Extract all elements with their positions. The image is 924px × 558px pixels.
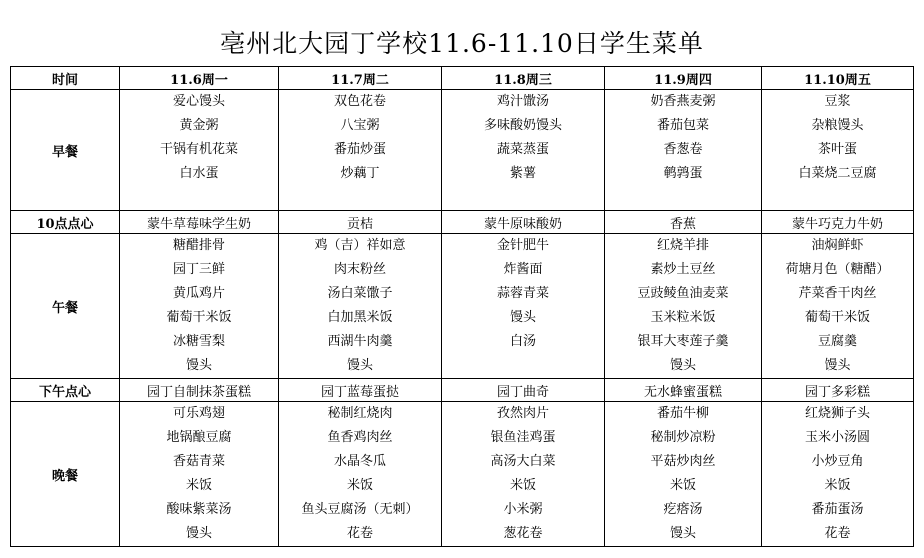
dish-item: 馒头 xyxy=(346,358,373,373)
dish-item: 孜然肉片 xyxy=(496,406,549,421)
dish-item: 高汤大白菜 xyxy=(490,454,556,469)
dish-item: 米饭 xyxy=(509,478,536,493)
dish-item: 豆豉鲮鱼油麦菜 xyxy=(637,286,729,301)
dish-item: 小米粥 xyxy=(503,502,543,517)
dish-item: 糖醋排骨 xyxy=(172,238,225,253)
dish-item: 奶香燕麦粥 xyxy=(650,94,716,109)
menu-cell-fri xyxy=(762,234,914,379)
dish-item: 玉米粒米饭 xyxy=(650,310,716,325)
dish-item: 馒头 xyxy=(669,526,696,541)
menu-cell-fri xyxy=(762,402,914,547)
dish-item: 豆腐羹 xyxy=(817,334,857,349)
header-day-mon: 11.6周一 xyxy=(120,67,279,90)
dish-item: 油焖鲜虾 xyxy=(811,238,864,253)
header-day-fri: 11.10周五 xyxy=(762,67,914,90)
dish-item: 黄瓜鸡片 xyxy=(172,286,225,301)
dish-item: 秘制红烧肉 xyxy=(327,406,393,421)
dish-item: 银耳大枣莲子羹 xyxy=(637,334,729,349)
header-time: 时间 xyxy=(11,67,120,90)
dish-item: 白加黑米饭 xyxy=(327,310,393,325)
dish-item: 双色花卷 xyxy=(333,94,386,109)
menu-cell-fri: 蒙牛巧克力牛奶 xyxy=(762,211,914,234)
dish-item: 茶叶蛋 xyxy=(817,142,857,157)
dish-item: 葡萄干米饭 xyxy=(166,310,232,325)
header-row xyxy=(11,67,914,90)
meal-label: 午餐 xyxy=(11,234,120,379)
menu-cell-wed xyxy=(442,402,605,547)
header-day-wed: 11.8周三 xyxy=(442,67,605,90)
dish-item: 红烧狮子头 xyxy=(804,406,870,421)
dish-item: 白汤 xyxy=(509,334,536,349)
meal-row-dinner xyxy=(11,402,914,547)
dish-item: 葱花卷 xyxy=(503,526,543,541)
dish-item: 鹌鹑蛋 xyxy=(663,166,703,181)
menu-cell-tue xyxy=(279,402,442,547)
menu-cell-wed: 蒙牛原味酸奶 xyxy=(442,211,605,234)
dish-item: 芹菜香干肉丝 xyxy=(798,286,877,301)
dish-item: 炸酱面 xyxy=(503,262,543,277)
dish-item: 鸡汁馓汤 xyxy=(496,94,549,109)
dish-item: 番茄牛柳 xyxy=(656,406,709,421)
dish-item: 秘制炒凉粉 xyxy=(650,430,716,445)
dish-item: 疙瘩汤 xyxy=(663,502,703,517)
menu-cell-fri xyxy=(762,90,914,211)
dish-item: 黄金粥 xyxy=(179,118,219,133)
dish-item: 炒藕丁 xyxy=(340,166,380,181)
dish-item: 干锅有机花菜 xyxy=(159,142,238,157)
dish-item: 多味酸奶馒头 xyxy=(483,118,562,133)
dish-item: 红烧羊排 xyxy=(656,238,709,253)
meal-row-breakfast xyxy=(11,90,914,211)
dish-item: 玉米小汤圆 xyxy=(804,430,870,445)
dish-item: 水晶冬瓜 xyxy=(333,454,386,469)
dish-item: 馒头 xyxy=(185,358,212,373)
dish-item: 地锅酿豆腐 xyxy=(166,430,232,445)
meal-label: 晚餐 xyxy=(11,402,120,547)
menu-cell-mon: 蒙牛草莓味学生奶 xyxy=(120,211,279,234)
dish-item: 米饭 xyxy=(346,478,373,493)
dish-item: 白菜烧二豆腐 xyxy=(798,166,877,181)
dish-item: 香菇青菜 xyxy=(172,454,225,469)
dish-item: 蔬菜蒸蛋 xyxy=(496,142,549,157)
menu-cell-mon xyxy=(120,234,279,379)
meal-label: 早餐 xyxy=(11,90,120,211)
meal-row-morning-snack xyxy=(11,211,914,234)
meal-label: 下午点心 xyxy=(11,379,120,402)
menu-cell-mon xyxy=(120,90,279,211)
menu-cell-mon: 园丁自制抹茶蛋糕 xyxy=(120,379,279,402)
dish-item: 冰糖雪梨 xyxy=(172,334,225,349)
meal-label: 10点点心 xyxy=(11,211,120,234)
dish-item: 紫薯 xyxy=(509,166,536,181)
page-title: 亳州北大园丁学校11.6-11.10日学生菜单 xyxy=(220,29,704,58)
dish-item: 爱心馒头 xyxy=(172,94,225,109)
dish-item: 杂粮馒头 xyxy=(811,118,864,133)
meal-row-lunch xyxy=(11,234,914,379)
dish-item: 馒头 xyxy=(185,526,212,541)
dish-item: 八宝粥 xyxy=(340,118,380,133)
menu-cell-thu xyxy=(605,402,762,547)
dish-item: 银鱼洼鸡蛋 xyxy=(490,430,556,445)
menu-cell-tue xyxy=(279,234,442,379)
dish-item: 鱼香鸡肉丝 xyxy=(327,430,393,445)
dish-item: 米饭 xyxy=(185,478,212,493)
dish-item: 西湖牛肉羹 xyxy=(327,334,393,349)
dish-item: 番茄炒蛋 xyxy=(333,142,386,157)
menu-cell-fri: 园丁多彩糕 xyxy=(762,379,914,402)
dish-item: 花卷 xyxy=(346,526,373,541)
menu-cell-thu xyxy=(605,90,762,211)
dish-item: 可乐鸡翅 xyxy=(172,406,225,421)
dish-item: 鱼头豆腐汤（无刺） xyxy=(301,502,419,517)
menu-cell-wed xyxy=(442,90,605,211)
menu-cell-mon xyxy=(120,402,279,547)
menu-table xyxy=(10,66,914,547)
header-day-thu: 11.9周四 xyxy=(605,67,762,90)
dish-item: 馒头 xyxy=(509,310,536,325)
dish-item: 园丁三鲜 xyxy=(172,262,225,277)
dish-item: 蒜蓉青菜 xyxy=(496,286,549,301)
dish-item: 米饭 xyxy=(824,478,851,493)
menu-cell-thu: 香蕉 xyxy=(605,211,762,234)
dish-item: 素炒土豆丝 xyxy=(650,262,716,277)
dish-item: 馒头 xyxy=(824,358,851,373)
meal-row-afternoon-snack xyxy=(11,379,914,402)
dish-item: 馒头 xyxy=(669,358,696,373)
dish-item: 白水蛋 xyxy=(179,166,219,181)
dish-item: 平菇炒肉丝 xyxy=(650,454,716,469)
dish-item: 汤白菜馓子 xyxy=(327,286,393,301)
menu-cell-thu: 无水蜂蜜蛋糕 xyxy=(605,379,762,402)
dish-item: 葡萄干米饭 xyxy=(804,310,870,325)
dish-item: 米饭 xyxy=(669,478,696,493)
dish-item: 鸡（吉）祥如意 xyxy=(314,238,406,253)
menu-cell-wed: 园丁曲奇 xyxy=(442,379,605,402)
dish-item: 金针肥牛 xyxy=(496,238,549,253)
dish-item: 番茄包菜 xyxy=(656,118,709,133)
menu-cell-tue xyxy=(279,90,442,211)
dish-item: 肉末粉丝 xyxy=(333,262,386,277)
dish-item: 香葱卷 xyxy=(663,142,703,157)
menu-cell-tue: 贡桔 xyxy=(279,211,442,234)
dish-item: 番茄蛋汤 xyxy=(811,502,864,517)
menu-cell-tue: 园丁蓝莓蛋挞 xyxy=(279,379,442,402)
header-day-tue: 11.7周二 xyxy=(279,67,442,90)
menu-cell-thu xyxy=(605,234,762,379)
dish-item: 豆浆 xyxy=(824,94,851,109)
dish-item: 酸味紫菜汤 xyxy=(166,502,232,517)
dish-item: 荷塘月色（糖醋） xyxy=(785,262,890,277)
dish-item: 花卷 xyxy=(824,526,851,541)
dish-item: 小炒豆角 xyxy=(811,454,864,469)
menu-cell-wed xyxy=(442,234,605,379)
